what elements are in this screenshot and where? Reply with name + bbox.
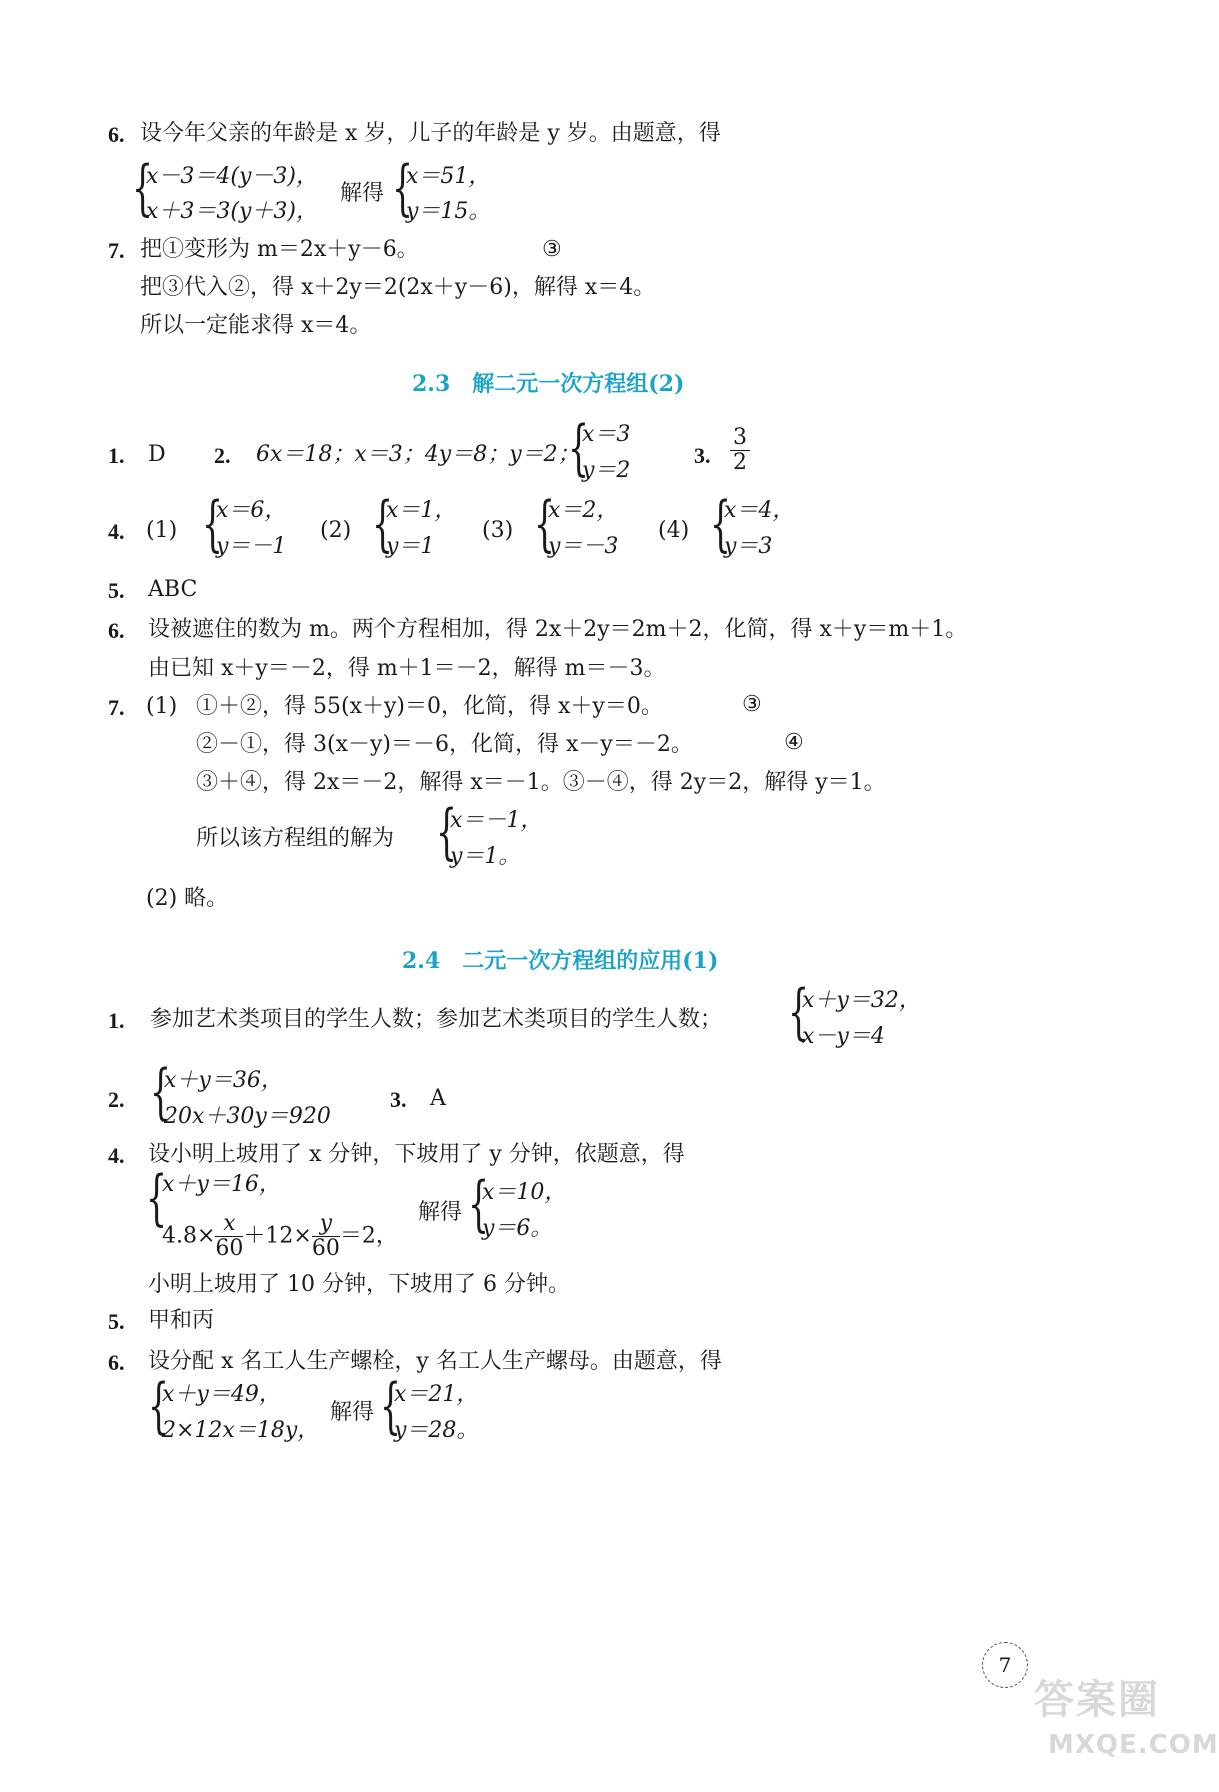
s24-q6-sol2: y＝28。 xyxy=(394,1418,479,1443)
q7-line3: 所以一定能求得 x＝4。 xyxy=(140,313,372,338)
s24-q6-number: 6. xyxy=(108,1350,125,1375)
s23-q3-denominator: 2 xyxy=(733,450,747,475)
s24-q4-eq2-c: ＝2， xyxy=(339,1223,398,1249)
s23-q4-4-a: x＝4， xyxy=(724,498,795,523)
q7-line2: 把③代入②，得 x＋2y＝2(2x＋y－6)，解得 x＝4。 xyxy=(140,275,656,300)
s23-q1-number: 1. xyxy=(108,443,125,468)
s24-q4-eq1: x＋y＝16， xyxy=(162,1172,281,1197)
s24-q1-text: 参加艺术类项目的学生人数；参加艺术类项目的学生人数； xyxy=(150,1007,723,1032)
q6-eq1: x－3＝4(y－3)， xyxy=(146,164,318,189)
s24-q3-answer: A xyxy=(430,1086,446,1111)
q6-sol1: x＝51， xyxy=(406,164,491,189)
watermark-url: MXQE.COM xyxy=(1048,1730,1219,1760)
s24-q4-frac2-bot: 60 xyxy=(311,1236,340,1261)
q6-text: 设今年父亲的年龄是 x 岁，儿子的年龄是 y 岁。由题意，得 xyxy=(140,121,721,146)
s24-q2-number: 2. xyxy=(108,1087,125,1112)
s23-q3-number: 3. xyxy=(694,443,711,468)
s23-q2-number: 2. xyxy=(214,443,231,468)
s24-q4-eq2 xyxy=(162,1212,398,1261)
s23-q6-number: 6. xyxy=(108,618,125,643)
s24-q5-answer: 甲和丙 xyxy=(148,1308,215,1333)
s24-q1-number: 1. xyxy=(108,1008,125,1033)
s24-q6-eq1: x＋y＝49， xyxy=(162,1382,281,1407)
s23-q7-line2-mark: ④ xyxy=(784,730,804,755)
s23-q4-label-1: (1) xyxy=(146,518,178,543)
s23-q5-answer: ABC xyxy=(148,577,198,602)
s23-q7-sol2: y＝1。 xyxy=(450,844,521,869)
s24-q4-frac1-top: x xyxy=(215,1212,243,1237)
s23-q3-numerator: 3 xyxy=(730,426,750,451)
s24-q6-solve-label: 解得 xyxy=(330,1400,375,1425)
s23-q6-line1: 设被遮住的数为 m。两个方程相加，得 2x＋2y＝2m＋2，化简，得 x＋y＝m＋1。 xyxy=(148,617,968,642)
s23-q7-part-label: (1) xyxy=(146,694,178,719)
brace-icon: { xyxy=(568,413,590,483)
s24-q4-frac1 xyxy=(215,1212,243,1261)
s23-q4-1-b: y＝－1 xyxy=(216,534,287,559)
s24-q4-sol1: x＝10， xyxy=(482,1180,567,1205)
brace-icon: { xyxy=(150,1057,172,1127)
s23-q4-2-b: y＝1 xyxy=(386,534,435,559)
s23-q4-number: 4. xyxy=(108,519,125,544)
s24-q4-sol2: y＝6。 xyxy=(482,1216,553,1241)
brace-icon: { xyxy=(710,489,732,559)
s23-q7-sol1: x＝－1， xyxy=(450,808,543,833)
s23-q7-part2: (2) 略。 xyxy=(146,886,229,911)
s24-q3-number: 3. xyxy=(390,1087,407,1112)
brace-icon: { xyxy=(392,153,414,223)
s24-q4-frac2-top: y xyxy=(312,1212,340,1237)
s23-q5-number: 5. xyxy=(108,578,125,603)
s24-q2-eq1: x＋y＝36， xyxy=(164,1068,283,1093)
s23-q3-fraction xyxy=(730,426,750,475)
s24-q6-eq2: 2×12x＝18y， xyxy=(162,1418,320,1443)
s23-q4-3-b: y＝－3 xyxy=(548,534,619,559)
s24-q1-eq1: x＋y＝32， xyxy=(802,988,921,1013)
s23-q4-label-3: (3) xyxy=(482,518,514,543)
section-heading-2-4: 2.4 二元一次方程组的应用(1) xyxy=(402,948,719,974)
q7-number: 7. xyxy=(108,238,125,263)
q7-line1: 把①变形为 m＝2x＋y－6。 xyxy=(140,237,419,262)
s24-q1-eq2: x－y＝4 xyxy=(802,1024,885,1049)
brace-icon: { xyxy=(788,977,810,1047)
s23-q2-sol2: y＝2 xyxy=(582,458,631,483)
s23-q7-line1: ①＋②，得 55(x＋y)＝0，化简，得 x＋y＝0。 xyxy=(196,694,663,719)
s23-q4-4-b: y＝3 xyxy=(724,534,773,559)
s23-q4-1-a: x＝6， xyxy=(216,498,287,523)
s23-q7-line1-mark: ③ xyxy=(742,692,762,717)
brace-icon: { xyxy=(436,797,458,867)
page-number: 7 xyxy=(982,1642,1028,1688)
q6-solve-label: 解得 xyxy=(340,181,385,206)
brace-icon: { xyxy=(534,489,556,559)
s24-q4-solve-label: 解得 xyxy=(418,1200,463,1225)
brace-icon: { xyxy=(372,489,394,559)
s23-q4-label-4: (4) xyxy=(658,518,690,543)
s23-q2-answer: 6x＝18；x＝3；4y＝8；y＝2； xyxy=(256,442,580,467)
s23-q7-number: 7. xyxy=(108,695,125,720)
brace-icon: { xyxy=(380,1371,402,1441)
s24-q4-text: 设小明上坡用了 x 分钟，下坡用了 y 分钟，依题意，得 xyxy=(148,1142,685,1167)
brace-icon: { xyxy=(132,153,154,223)
s24-q4-frac1-bot: 60 xyxy=(215,1236,244,1261)
brace-icon: { xyxy=(202,489,224,559)
s23-q4-3-a: x＝2， xyxy=(548,498,619,523)
brace-icon: { xyxy=(468,1169,490,1239)
s24-q2-eq2: 20x＋30y＝920 xyxy=(164,1104,331,1129)
watermark-logo: 答案圈 xyxy=(1034,1677,1160,1723)
q7-line1-mark: ③ xyxy=(542,237,562,262)
section-heading-2-3: 2.3 解二元一次方程组(2) xyxy=(412,371,685,397)
s24-q4-frac2 xyxy=(312,1212,340,1261)
s24-q6-sol1: x＝21， xyxy=(394,1382,479,1407)
s23-q7-line4: 所以该方程组的解为 xyxy=(196,826,395,851)
s24-q5-number: 5. xyxy=(108,1309,125,1334)
q6-number: 6. xyxy=(108,122,125,147)
s24-q6-text: 设分配 x 名工人生产螺栓，y 名工人生产螺母。由题意，得 xyxy=(148,1349,722,1374)
s24-q4-eq2-a: 4.8× xyxy=(162,1223,216,1249)
s24-q4-eq2-b: ＋12× xyxy=(243,1223,312,1249)
s23-q4-2-a: x＝1， xyxy=(386,498,457,523)
brace-icon: { xyxy=(148,1371,170,1441)
s24-q4-conclusion: 小明上坡用了 10 分钟，下坡用了 6 分钟。 xyxy=(148,1272,570,1297)
s23-q2-sol1: x＝3 xyxy=(582,422,631,447)
q6-eq2: x＋3＝3(y＋3)， xyxy=(146,199,318,224)
s23-q1-answer: D xyxy=(148,442,166,467)
s23-q4-label-2: (2) xyxy=(320,518,352,543)
s24-q4-number: 4. xyxy=(108,1143,125,1168)
brace-icon: { xyxy=(146,1163,168,1233)
s23-q7-line3: ③＋④，得 2x＝－2，解得 x＝－1。③－④，得 2y＝2，解得 y＝1。 xyxy=(196,770,886,795)
q6-sol2: y＝15。 xyxy=(406,199,491,224)
s23-q7-line2: ②－①，得 3(x－y)＝－6，化简，得 x－y＝－2。 xyxy=(196,732,693,757)
s23-q6-line2: 由已知 x＋y＝－2，得 m＋1＝－2，解得 m＝－3。 xyxy=(148,656,666,681)
